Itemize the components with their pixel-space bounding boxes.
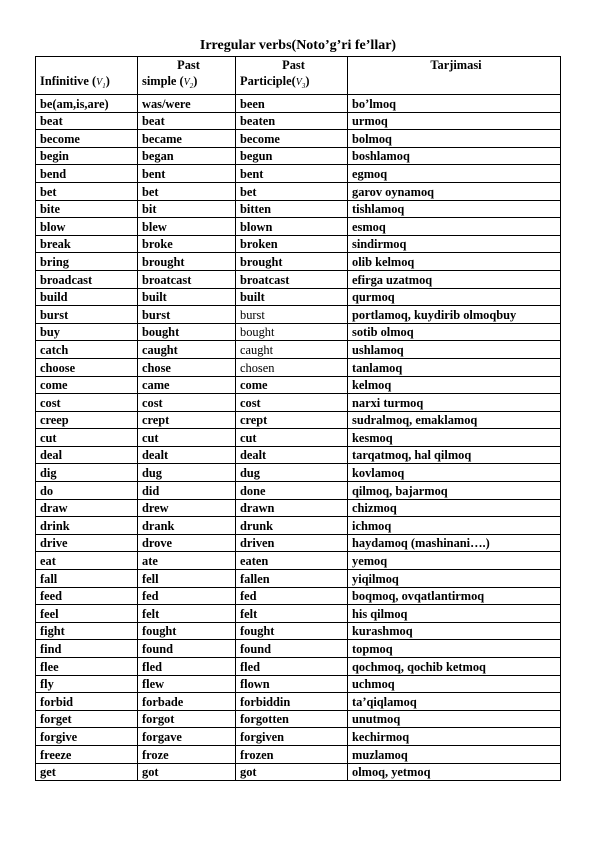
infinitive-cell: blow [36, 218, 138, 236]
infinitive-cell: beat [36, 112, 138, 130]
past-simple-cell: blew [138, 218, 236, 236]
past-simple-cell: fled [138, 658, 236, 676]
infinitive-cell: choose [36, 358, 138, 376]
infinitive-cell: become [36, 130, 138, 148]
table-row [36, 200, 561, 218]
translation-cell: kovlamoq [348, 464, 561, 482]
past-participle-cell: fought [236, 622, 348, 640]
table-row [36, 429, 561, 447]
infinitive-cell: cost [36, 394, 138, 412]
past-simple-cell: broke [138, 235, 236, 253]
past-simple-cell: forbade [138, 693, 236, 711]
header-past-participle-top: Past [282, 58, 305, 72]
header-past-participle: Past $Participle(V_3)$ [236, 57, 348, 95]
infinitive-cell: catch [36, 341, 138, 359]
infinitive-cell: come [36, 376, 138, 394]
v2-symbol: $V_2$ [183, 77, 194, 90]
past-participle-cell: fled [236, 658, 348, 676]
past-participle-cell: found [236, 640, 348, 658]
past-simple-cell: bent [138, 165, 236, 183]
header-infinitive-label: Infinitive ( [40, 74, 97, 88]
past-simple-cell: dealt [138, 446, 236, 464]
translation-cell: yemoq [348, 552, 561, 570]
infinitive-cell: dig [36, 464, 138, 482]
past-simple-cell: forgave [138, 728, 236, 746]
translation-cell: chizmoq [348, 499, 561, 517]
translation-cell: ichmoq [348, 517, 561, 535]
translation-cell: kelmoq [348, 376, 561, 394]
past-participle-cell: fallen [236, 570, 348, 588]
infinitive-cell: feed [36, 587, 138, 605]
table-row [36, 306, 561, 324]
table-row [36, 517, 561, 535]
page-title: Irregular verbs(Noto’g’ri fe’llar) [199, 38, 397, 53]
infinitive-cell: forget [36, 710, 138, 728]
past-simple-cell: built [138, 288, 236, 306]
past-simple-cell: did [138, 482, 236, 500]
translation-cell: yiqilmoq [348, 570, 561, 588]
table-row [36, 482, 561, 500]
translation-cell: his qilmoq [348, 605, 561, 623]
table-row [36, 745, 561, 763]
table-row [36, 394, 561, 412]
table-row [36, 658, 561, 676]
past-participle-cell: beaten [236, 112, 348, 130]
header-translation: Tarjimasi [348, 57, 561, 95]
translation-cell: tishlamoq [348, 200, 561, 218]
v1-symbol: $V_1$ [96, 77, 106, 90]
past-simple-cell: bought [138, 323, 236, 341]
infinitive-cell: forgive [36, 728, 138, 746]
past-participle-cell: fed [236, 587, 348, 605]
table-row [36, 640, 561, 658]
translation-cell: egmoq [348, 165, 561, 183]
table-row [36, 605, 561, 623]
table-row [36, 182, 561, 200]
table-row [36, 288, 561, 306]
translation-cell: garov oynamoq [348, 182, 561, 200]
infinitive-cell: build [36, 288, 138, 306]
past-simple-cell: beat [138, 112, 236, 130]
translation-cell: ushlamoq [348, 341, 561, 359]
infinitive-cell: drink [36, 517, 138, 535]
table-row [36, 411, 561, 429]
past-participle-cell: caught [236, 341, 348, 359]
translation-cell: boshlamoq [348, 147, 561, 165]
infinitive-cell: freeze [36, 745, 138, 763]
infinitive-cell: fall [36, 570, 138, 588]
table-row [36, 710, 561, 728]
translation-cell: qochmoq, qochib ketmoq [348, 658, 561, 676]
translation-cell: narxi turmoq [348, 394, 561, 412]
infinitive-cell: forbid [36, 693, 138, 711]
infinitive-cell: creep [36, 411, 138, 429]
translation-cell: bolmoq [348, 130, 561, 148]
header-past-simple: Past simple $(V_2)$ [138, 57, 236, 95]
past-simple-cell: bit [138, 200, 236, 218]
translation-cell: tanlamoq [348, 358, 561, 376]
past-participle-cell: drawn [236, 499, 348, 517]
past-simple-cell: chose [138, 358, 236, 376]
past-participle-cell: bitten [236, 200, 348, 218]
past-simple-cell: found [138, 640, 236, 658]
table-row [36, 235, 561, 253]
table-row [36, 570, 561, 588]
table-row [36, 95, 561, 113]
past-participle-cell: got [236, 763, 348, 781]
infinitive-cell: bet [36, 182, 138, 200]
infinitive-cell: do [36, 482, 138, 500]
translation-cell: topmoq [348, 640, 561, 658]
past-simple-cell: flew [138, 675, 236, 693]
past-simple-cell: drank [138, 517, 236, 535]
translation-cell: muzlamoq [348, 745, 561, 763]
past-participle-cell: bought [236, 323, 348, 341]
past-simple-cell: got [138, 763, 236, 781]
translation-cell: sindirmoq [348, 235, 561, 253]
past-participle-cell: done [236, 482, 348, 500]
past-participle-cell: crept [236, 411, 348, 429]
past-simple-cell: fed [138, 587, 236, 605]
translation-cell: qilmoq, bajarmoq [348, 482, 561, 500]
translation-cell: sudralmoq, emaklamoq [348, 411, 561, 429]
past-simple-cell: cost [138, 394, 236, 412]
past-simple-cell: fell [138, 570, 236, 588]
past-participle-cell: become [236, 130, 348, 148]
infinitive-cell: buy [36, 323, 138, 341]
past-simple-cell: burst [138, 306, 236, 324]
table-row [36, 763, 561, 781]
past-participle-cell: come [236, 376, 348, 394]
past-participle-cell: burst [236, 306, 348, 324]
past-simple-cell: drew [138, 499, 236, 517]
infinitive-cell: get [36, 763, 138, 781]
past-participle-cell: cut [236, 429, 348, 447]
past-participle-cell: flown [236, 675, 348, 693]
irregular-verbs-table [35, 56, 561, 781]
past-participle-cell: dealt [236, 446, 348, 464]
translation-cell: tarqatmoq, hal qilmoq [348, 446, 561, 464]
past-simple-cell: drove [138, 534, 236, 552]
table-row [36, 112, 561, 130]
infinitive-cell: eat [36, 552, 138, 570]
infinitive-cell: deal [36, 446, 138, 464]
translation-cell: boqmoq, ovqatlantirmoq [348, 587, 561, 605]
past-simple-cell: was/were [138, 95, 236, 113]
translation-cell: haydamoq (mashinani….) [348, 534, 561, 552]
past-simple-cell: became [138, 130, 236, 148]
verb-rows [36, 95, 561, 781]
past-participle-cell: forgiven [236, 728, 348, 746]
infinitive-cell: find [36, 640, 138, 658]
infinitive-cell: cut [36, 429, 138, 447]
past-simple-cell: brought [138, 253, 236, 271]
table-row [36, 218, 561, 236]
translation-cell: bo’lmoq [348, 95, 561, 113]
past-participle-cell: cost [236, 394, 348, 412]
past-participle-cell: drunk [236, 517, 348, 535]
past-participle-cell: eaten [236, 552, 348, 570]
translation-cell: olib kelmoq [348, 253, 561, 271]
past-participle-cell: dug [236, 464, 348, 482]
infinitive-cell: begin [36, 147, 138, 165]
table-row [36, 376, 561, 394]
infinitive-cell: bite [36, 200, 138, 218]
table-row [36, 728, 561, 746]
table-row [36, 464, 561, 482]
past-participle-cell: forgotten [236, 710, 348, 728]
past-participle-cell: built [236, 288, 348, 306]
table-row [36, 147, 561, 165]
infinitive-cell: fight [36, 622, 138, 640]
table-row [36, 270, 561, 288]
infinitive-cell: burst [36, 306, 138, 324]
past-simple-cell: ate [138, 552, 236, 570]
header-past-simple-bottom: simple ( [142, 74, 184, 88]
past-participle-cell: felt [236, 605, 348, 623]
past-participle-cell: broatcast [236, 270, 348, 288]
table-row [36, 323, 561, 341]
infinitive-cell: broadcast [36, 270, 138, 288]
v3-symbol: $V_3$ [295, 77, 306, 90]
past-simple-cell: crept [138, 411, 236, 429]
table-row [36, 341, 561, 359]
translation-cell: kechirmoq [348, 728, 561, 746]
past-simple-cell: cut [138, 429, 236, 447]
past-simple-cell: began [138, 147, 236, 165]
past-participle-cell: driven [236, 534, 348, 552]
past-participle-cell: bent [236, 165, 348, 183]
header-past-participle-bottom: Participle( [240, 74, 296, 88]
past-participle-cell: begun [236, 147, 348, 165]
table-row [36, 358, 561, 376]
table-row [36, 130, 561, 148]
infinitive-cell: bring [36, 253, 138, 271]
infinitive-cell: bend [36, 165, 138, 183]
past-participle-cell: brought [236, 253, 348, 271]
translation-cell: olmoq, yetmoq [348, 763, 561, 781]
infinitive-cell: feel [36, 605, 138, 623]
table-row [36, 499, 561, 517]
infinitive-cell: break [36, 235, 138, 253]
infinitive-cell: fly [36, 675, 138, 693]
table-header-row [36, 57, 561, 95]
header-infinitive: Infinitive $(V_1)$ [36, 57, 138, 95]
translation-cell: urmoq [348, 112, 561, 130]
past-simple-cell: froze [138, 745, 236, 763]
past-participle-cell: broken [236, 235, 348, 253]
past-simple-cell: dug [138, 464, 236, 482]
past-simple-cell: caught [138, 341, 236, 359]
translation-cell: sotib olmoq [348, 323, 561, 341]
table-row [36, 446, 561, 464]
translation-cell: portlamoq, kuydirib olmoqbuy [348, 306, 561, 324]
translation-cell: efirga uzatmoq [348, 270, 561, 288]
translation-cell: ta’qiqlamoq [348, 693, 561, 711]
past-participle-cell: bet [236, 182, 348, 200]
infinitive-cell: draw [36, 499, 138, 517]
translation-cell: qurmoq [348, 288, 561, 306]
past-simple-cell: forgot [138, 710, 236, 728]
table-row [36, 622, 561, 640]
translation-cell: uchmoq [348, 675, 561, 693]
translation-cell: unutmoq [348, 710, 561, 728]
past-simple-cell: bet [138, 182, 236, 200]
table-row [36, 534, 561, 552]
table-row [36, 552, 561, 570]
table-row [36, 693, 561, 711]
past-simple-cell: came [138, 376, 236, 394]
translation-cell: kesmoq [348, 429, 561, 447]
past-participle-cell: blown [236, 218, 348, 236]
past-participle-cell: been [236, 95, 348, 113]
table-row [36, 675, 561, 693]
translation-cell: esmoq [348, 218, 561, 236]
infinitive-cell: flee [36, 658, 138, 676]
past-simple-cell: fought [138, 622, 236, 640]
past-participle-cell: chosen [236, 358, 348, 376]
infinitive-cell: be(am,is,are) [36, 95, 138, 113]
table-row [36, 165, 561, 183]
table-row [36, 253, 561, 271]
past-participle-cell: frozen [236, 745, 348, 763]
past-participle-cell: forbiddin [236, 693, 348, 711]
past-simple-cell: felt [138, 605, 236, 623]
translation-cell: kurashmoq [348, 622, 561, 640]
past-simple-cell: broatcast [138, 270, 236, 288]
infinitive-cell: drive [36, 534, 138, 552]
header-past-simple-top: Past [177, 58, 200, 72]
table-row [36, 587, 561, 605]
